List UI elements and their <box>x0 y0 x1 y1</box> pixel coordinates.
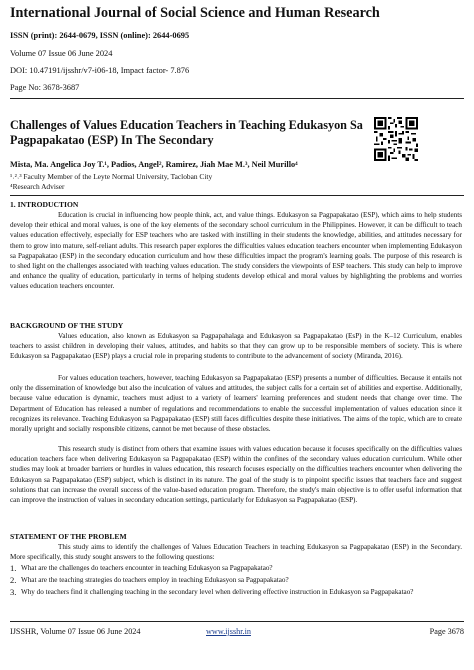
introduction-paragraph: Education is crucial in influencing how people think, act, and value things. Edukasyon sa Pagpapakatao (ESP), which aims to help students develop their ethical and moral values, is one of the key elements of the secondary school curriculum in the Philippines. However, it can be difficult to teach values education effectively, especially for ESP teachers who are tasked with instilling in their students the knowledge, abilities, and attitudes necessary for them to grow into mature, self-reliant adults. This research paper explores the difficulties values education teachers encounter when implementing Edukasyon sa Pagpapakatao (ESP) in the secondary education curriculum and how these difficulties impact the program's learning goals. The purpose of this research is to shed light on the challenges associated with teaching values education. The study considers the viewpoints of ESP teachers. This study can help to improve and enhance the quality of education, particularly in terms of helping students develop ethical and moral values by highlighting the problems and worries values education teachers encounter. <box>10 211 462 291</box>
list-item <box>10 587 462 597</box>
title-divider <box>10 195 464 196</box>
question-text: What are the teaching strategies do teachers employ in teaching Edukasyon sa Pagpapakatao? <box>21 576 289 585</box>
question-number: 2. <box>10 575 17 586</box>
volume-issue: Volume 07 Issue 06 June 2024 <box>10 49 113 58</box>
affiliation: ¹˒²˒³ Faculty Member of the Leyte Normal University, Tacloban City <box>10 172 213 181</box>
problem-heading: STATEMENT OF THE PROBLEM <box>10 532 127 541</box>
journal-title: International Journal of Social Science and Human Research <box>10 5 380 21</box>
qr-code-icon <box>374 117 418 161</box>
footer-divider <box>10 621 464 622</box>
question-number: 1. <box>10 563 17 573</box>
background-paragraph-1: Values education, also known as Edukasyon sa Pagpapahalaga and Edukasyon sa Pagpapakatao (EsP) in the K–12 Curriculum, enables teachers to assist children in developing their values, attitudes, and habits so that they can grow up to be responsible members of society. This is where Edukasyon sa Pagpapakatao (ESP) plays a crucial role in preparing students to contribute to the advancement of society (Miranda, 2016). <box>10 332 462 361</box>
introduction-heading: 1. INTRODUCTION <box>10 200 79 209</box>
question-text: Why do teachers find it challenging teaching in the secondary level when delivering effective instruction in Edukasyon sa Pagpapakatao? <box>21 588 414 597</box>
research-questions <box>10 563 462 598</box>
background-heading: BACKGROUND OF THE STUDY <box>10 321 124 330</box>
background-paragraph-3: This research study is distinct from others that examine issues with values education because it focuses specifically on the difficulties values education teachers face when delivering Edukasyon sa Pagpapakatao (ESP) within the confines of the secondary values education curriculum. While other studies may look at broader barriers or hurdles in values education, this research focuses especially on the difficulties teachers encounter when delivering the Edukasyon sa Pagpapakatao (ESP) subject, which is distinct in its nature. The goal of the study is to pinpoint specific issues that teachers face and suggest solutions that can increase the overall success of the value-based education program. Therefore, the study's main objective is to offer useful information that can improve the instruction of values in secondary education settings, particularly for Edukasyon sa Pagpapakatao (ESP). <box>10 445 462 505</box>
journal-website-link[interactable]: www.ijsshr.in <box>206 627 251 636</box>
question-text: What are the challenges do teachers encounter in teaching Edukasyon sa Pagpapakatao? <box>21 564 273 572</box>
background-paragraph-2: For values education teachers, however, teaching Edukasyon sa Pagpapakatao (ESP) presents a number of difficulties. Because it entails not only the dissemination of knowledge but also the inculcation of values and attitudes, the subject calls for a certain set of abilities and expertise. Additionally, because value education is dynamic, teachers must adjust to a variety of learners' learning preferences and student needs that change over time. The Department of Education has released a number of regulations and recommendations to enable the successful implementation of values education since it recognizes its relevance. Teaching Edukasyon sa Pagpapakatao (ESP) still faces difficulties despite these initiatives. The aims of the topic, which are to create morally upright and socially responsible citizens, cannot be met because of these obstacles. <box>10 374 462 434</box>
author-list: Mista, Ma. Angelica Joy T.¹, Padios, Angel², Ramirez, Jiah Mae M.³, Neil Murillo⁴ <box>10 160 298 169</box>
list-item <box>10 563 462 573</box>
footer-journal-info: IJSSHR, Volume 07 Issue 06 June 2024 <box>10 627 141 636</box>
issn: ISSN (print): 2644-0679, ISSN (online): 2644-0695 <box>10 31 190 40</box>
question-number: 3. <box>10 587 17 598</box>
doi-impact: DOI: 10.47191/ijsshr/v7-i06-18, Impact factor- 7.876 <box>10 66 190 75</box>
problem-intro: This study aims to identify the challenges of Values Education Teachers in teaching Edukasyon sa Pagpapakatao (ESP) in the Secondary. More specifically, this study sought answers to the following questions: <box>10 543 462 562</box>
footer-page-number: Page 3678 <box>429 627 464 636</box>
header-divider <box>10 98 464 99</box>
research-adviser-note: ⁴Research Adviser <box>10 182 65 191</box>
page-numbers: Page No: 3678-3687 <box>10 83 80 92</box>
paper-title: Challenges of Values Education Teachers in Teaching Edukasyon Sa Pagpapakatao (ESP) In The Secondary <box>10 118 363 147</box>
list-item <box>10 575 462 585</box>
